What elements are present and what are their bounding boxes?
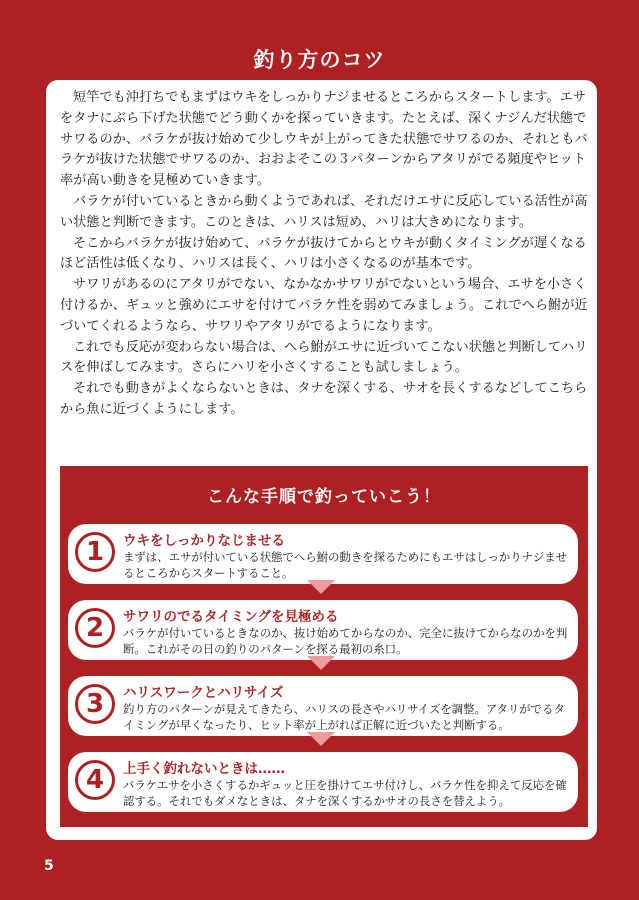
paragraph: サワリがあるのにアタリがでない、なかなかサワリがでないという場合、エサを小さく付けるか、ギュッと強めにエサを付けてバラケ性を弱めてみましょう。これでへら鮒が近づいてくれるようなら、サワリやアタリがでるようになります。 [60,277,588,334]
page-title: 釣り方のコツ [253,47,386,72]
step-description: まずは、エサが付いている状態でへら鮒の動きを探るためにもエサはしっかりナジませるところからスタートすること。 [123,550,568,580]
paragraph: 短竿でも沖打ちでもまずはウキをしっかりナジませるところからスタートします。エサをタナにぶら下げた状態でどう動くかを探っていきます。たとえば、深くナジんだ状態でサワるのか、バラケが抜け始めて少しウキが上がってきた状態でサワるのか、それともバラケが抜けた状態でサワるのか、おおよそこの３パターンからアタリがでる頻度やヒット率が高い動きを見極めていきます。 [60,90,588,189]
step-number-icon: 1 [75,532,115,572]
paragraph: そこからバラケが抜け始めて、バラケが抜けてからとウキが動くタイミングが遅くなるほど活性は低くなり、ハリスは長く、ハリは小さくなるのが基本です。 [60,235,587,272]
paragraph: バラケが付いているときから動くようであれば、それだけエサに反応している活性が高い状態と判断できます。このときは、ハリスは短め、ハリは大きめになります。 [60,193,588,230]
page-number: 5 [44,858,54,874]
down-arrow-icon [307,656,335,670]
step-description: 釣り方のパターンが見えてきたら、ハリスの長さやハリサイズを調整。アタリがでるタイミングが早くなったり、ヒット率が上がれば正解に近づいたと判断する。 [123,702,565,732]
step-number-icon: 3 [75,684,115,724]
step-title: 上手く釣れないときは…… [123,761,285,777]
steps-title: こんな手順で釣っていこう！ [207,487,441,507]
paragraph: それでも動きがよくならないときは、タナを深くする、サオを長くするなどしてこちらから魚に近づくようにします。 [60,381,588,417]
step-title: ウキをしっかりなじませる [123,533,285,549]
step-number-icon: 2 [75,608,115,648]
step-description: バラケエサを小さくするかギュッと圧を掛けてエサ付けし、バラケ性を抑えて反応を確認する。それでもダメなときは、タナを深くするかサオの長さを替えよう。 [123,778,567,808]
article-body [60,88,590,421]
down-arrow-icon [307,732,335,746]
step-description: バラケが付いているときなのか、抜け始めてからなのか、完全に抜けてからなのかを判断。これがその日の釣りのパターンを探る最初の糸口。 [123,626,568,656]
down-arrow-icon [307,580,335,594]
step-card-2 [68,600,578,660]
step-card-3 [68,676,578,736]
steps-panel [60,466,588,827]
step-title: ハリスワークとハリサイズ [123,685,284,701]
step-card-1 [68,524,578,584]
paragraph: これでも反応が変わらない場合は、へら鮒がエサに近づいてこない状態と判断してハリスを伸ばしてみます。さらにハリを小さくすることも試しましょう。 [60,339,588,376]
step-title: サワリのでるタイミングを見極める [123,609,339,625]
step-card-4 [68,752,578,812]
step-number-icon: 4 [75,760,115,800]
